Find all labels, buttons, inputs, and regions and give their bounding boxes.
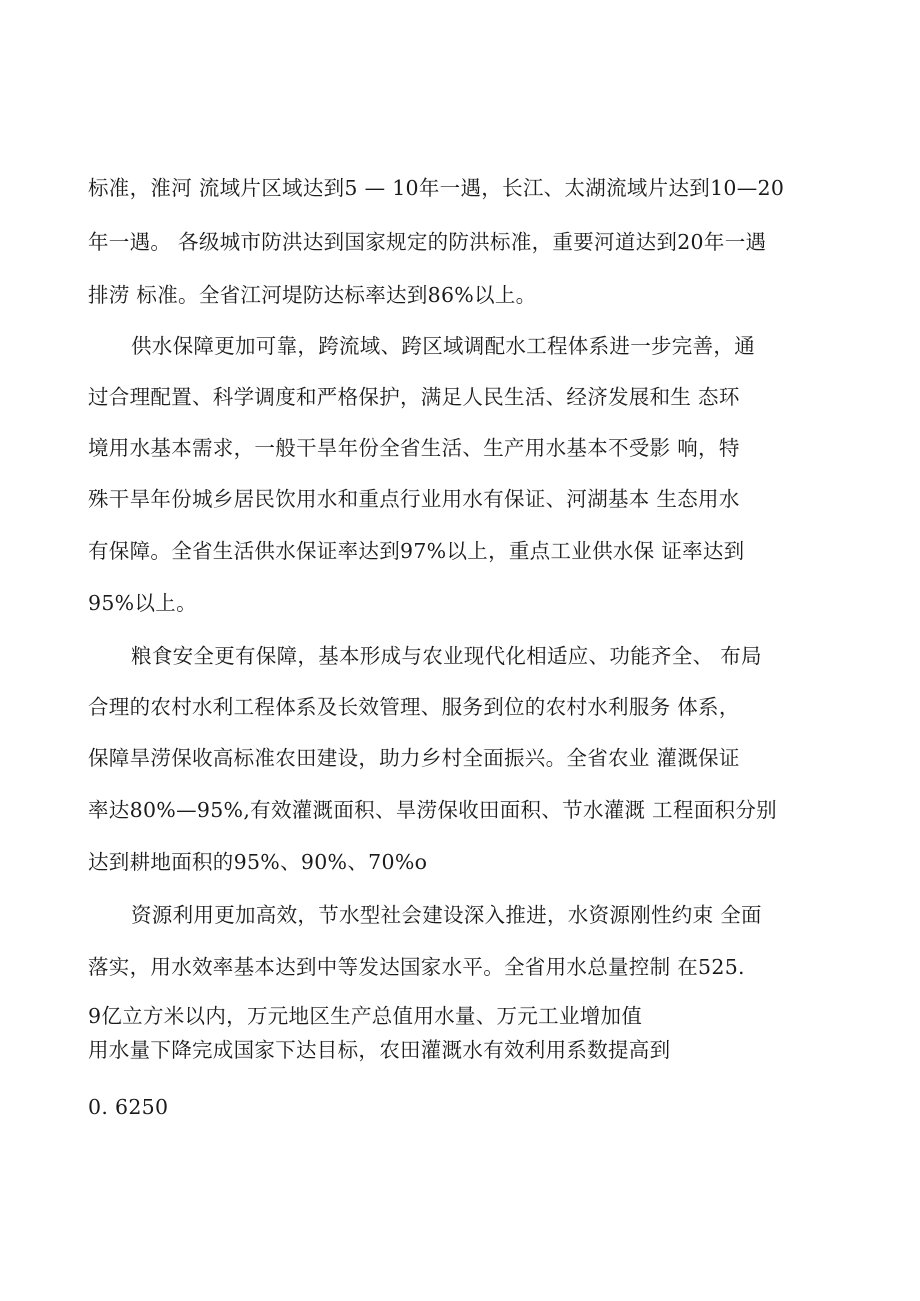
text-line: 殊干旱年份城乡居民饮用水和重点行业用水有保证、河湖基本 生态用水 bbox=[88, 487, 740, 511]
text-line: 供水保障更加可靠，跨流域、跨区域调配水工程体系进一步完善，通 bbox=[131, 334, 755, 358]
text-line: 合理的农村水利工程体系及长效管理、服务到位的农村水利服务 体系， bbox=[88, 695, 740, 719]
text-line: 境用水基本需求，一般干旱年份全省生活、生产用水基本不受影 响，特 bbox=[88, 436, 740, 460]
text-line: 9亿立方米以内，万元地区生产总值用水量、万元工业增加值 bbox=[88, 1004, 643, 1028]
text-line: 排涝 标准。全省江河堤防达标率达到86%以上。 bbox=[88, 283, 537, 307]
text-line: 达到耕地面积的95%、90%、70%o bbox=[88, 850, 428, 874]
text-line: 粮食安全更有保障，基本形成与农业现代化相适应、功能齐全、 布局 bbox=[131, 644, 762, 668]
text-line: 用水量下降完成国家下达目标，农田灌溉水有效利用系数提高到 bbox=[88, 1038, 671, 1062]
text-line: 资源利用更加高效，节水型社会建设深入推进，水资源刚性约束 全面 bbox=[131, 903, 762, 927]
text-line: 0. 6250 bbox=[88, 1095, 169, 1119]
text-line: 落实，用水效率基本达到中等发达国家水平。全省用水总量控制 在525. bbox=[88, 955, 745, 979]
text-line: 过合理配置、科学调度和严格保护，满足人民生活、经济发展和生 态环 bbox=[88, 385, 740, 409]
text-line: 有保障。全省生活供水保证率达到97%以上，重点工业供水保 证率达到 bbox=[88, 539, 745, 563]
text-line: 保障旱涝保收高标准农田建设，助力乡村全面振兴。全省农业 灌溉保证 bbox=[88, 746, 740, 770]
text-line: 95%以上。 bbox=[88, 591, 197, 615]
text-line: 年一遇。 各级城市防洪达到国家规定的防洪标准，重要河道达到20年一遇 bbox=[88, 230, 767, 254]
text-line: 率达80%—95%,有效灌溉面积、旱涝保收田面积、节水灌溉 工程面积分别 bbox=[88, 798, 777, 822]
text-line: 标准，淮河 流域片区域达到5 — 10年一遇，长江、太湖流域片达到10—20 bbox=[88, 176, 785, 200]
